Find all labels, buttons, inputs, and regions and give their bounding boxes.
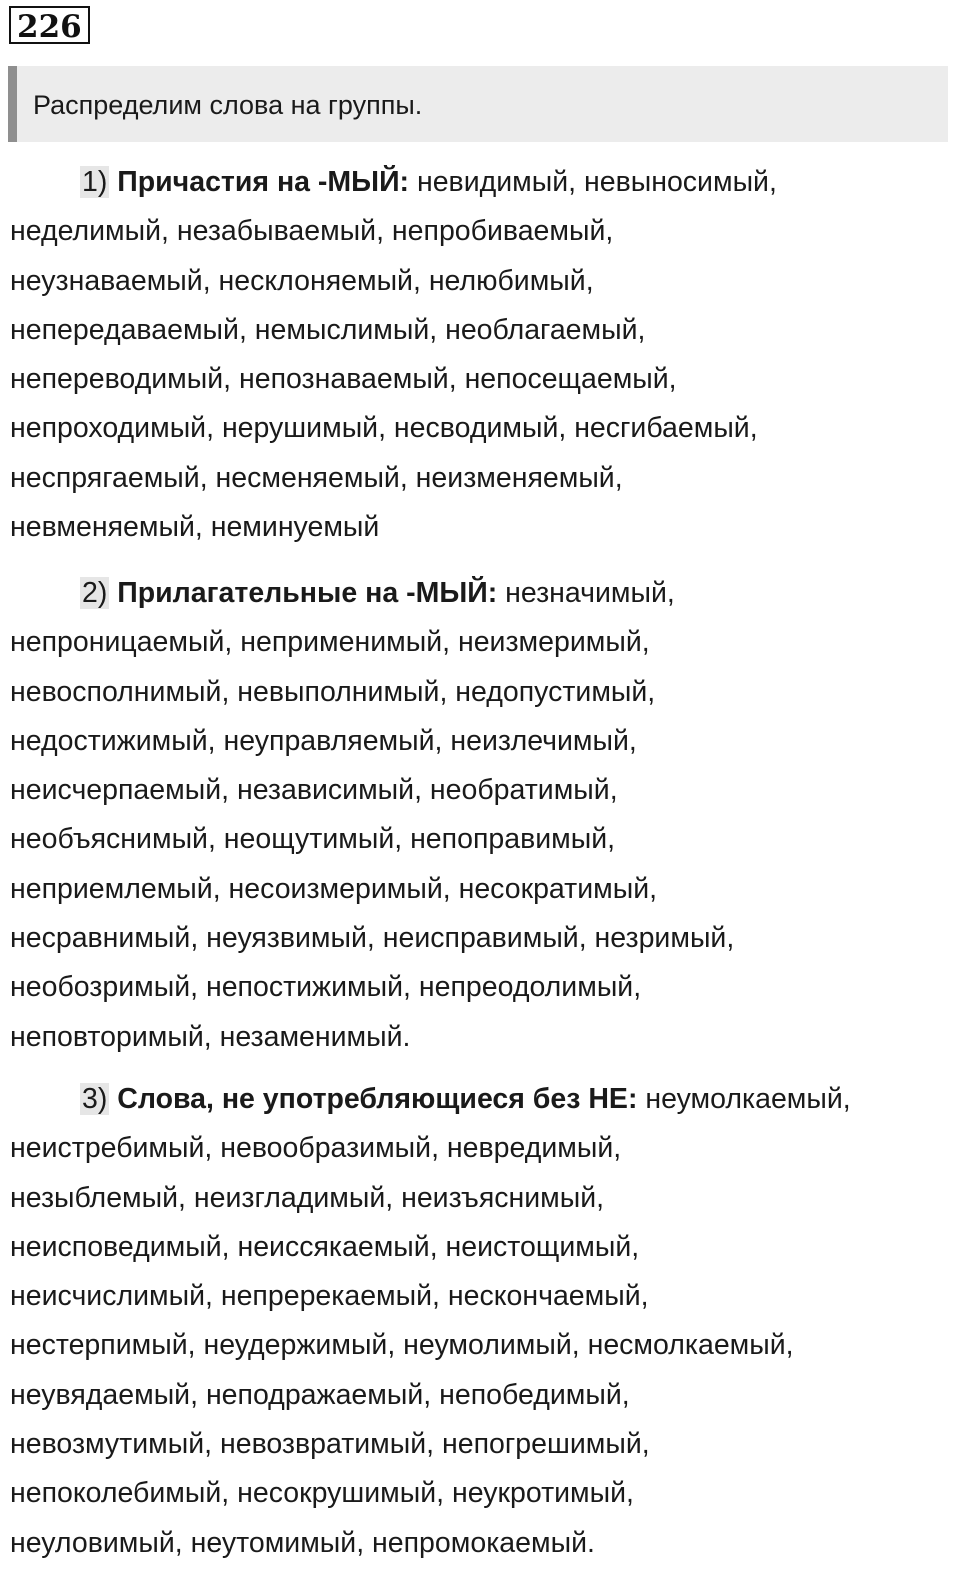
word-line: незначимый, xyxy=(505,577,675,609)
group-heading: Прилагательные на -МЫЙ: xyxy=(117,577,498,609)
word-line: неуловимый, неутомимый, непромокаемый. xyxy=(10,1526,595,1559)
word-line: неузнаваемый, несклоняемый, нелюбимый, xyxy=(10,264,594,297)
group-number: 1) xyxy=(82,166,108,198)
group-participles xyxy=(10,158,955,552)
group-first-line xyxy=(10,158,955,207)
word-line: необъяснимый, неощутимый, непоправимый, xyxy=(10,823,616,856)
group-number: 3) xyxy=(82,1083,108,1115)
word-line: неделимый, незабываемый, непробиваемый, xyxy=(10,215,614,248)
group-first-line xyxy=(10,1075,955,1124)
word-line: необозримый, непостижимый, непреодолимый, xyxy=(10,971,642,1004)
word-line: невменяемый, неминуемый xyxy=(10,511,380,544)
group-number: 2) xyxy=(82,577,108,609)
word-line: неспрягаемый, несменяемый, неизменяемый, xyxy=(10,461,623,494)
word-line: неповторимый, незаменимый. xyxy=(10,1020,411,1053)
word-line: неистребимый, невообразимый, невредимый, xyxy=(10,1132,622,1165)
word-line: непереводимый, непознаваемый, непосещаемый, xyxy=(10,363,677,396)
intro-callout xyxy=(8,66,948,142)
word-line: неисчислимый, непререкаемый, нескончаемый, xyxy=(10,1280,649,1313)
word-line: непередаваемый, немыслимый, необлагаемый, xyxy=(10,313,646,346)
word-line: неисчерпаемый, независимый, необратимый, xyxy=(10,774,618,807)
group-words-only-with-ne xyxy=(10,1075,955,1568)
word-line: неисповедимый, неиссякаемый, неистощимый, xyxy=(10,1230,640,1263)
word-line: неумолкаемый, xyxy=(645,1083,851,1115)
word-line: неприемлемый, несоизмеримый, несократимый, xyxy=(10,872,658,905)
word-line: невосполнимый, невыполнимый, недопустимый, xyxy=(10,675,656,708)
word-line: неувядаемый, неподражаемый, непобедимый, xyxy=(10,1378,630,1411)
word-line: непроницаемый, неприменимый, неизмеримый, xyxy=(10,626,650,659)
word-line: недостижимый, неуправляемый, неизлечимый, xyxy=(10,724,637,757)
exercise-number: 226 xyxy=(9,6,90,44)
word-line: невозмутимый, невозвратимый, непогрешимый, xyxy=(10,1428,650,1461)
word-line: незыблемый, неизгладимый, неизъяснимый, xyxy=(10,1181,605,1214)
group-first-line xyxy=(10,569,955,618)
group-heading: Слова, не употребляющиеся без НЕ: xyxy=(117,1083,638,1115)
intro-text: Распределим слова на группы. xyxy=(33,90,423,120)
word-line: несравнимый, неуязвимый, неисправимый, незримый, xyxy=(10,922,735,955)
word-line: непоколебимый, несокрушимый, неукротимый, xyxy=(10,1477,634,1510)
word-line: нестерпимый, неудержимый, неумолимый, несмолкаемый, xyxy=(10,1329,794,1362)
group-heading: Причастия на -МЫЙ: xyxy=(117,166,410,198)
group-adjectives xyxy=(10,569,955,1062)
word-line: невидимый, невыносимый, xyxy=(416,166,777,198)
word-line: непроходимый, нерушимый, несводимый, несгибаемый, xyxy=(10,412,758,445)
